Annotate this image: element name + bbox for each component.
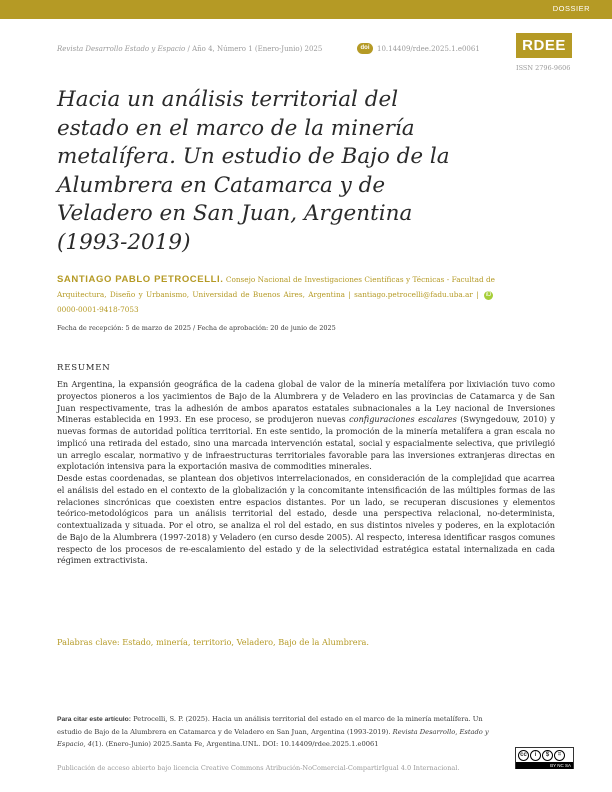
noncommercial-icon: $ — [542, 750, 553, 761]
doi-icon: doi — [357, 43, 373, 54]
abstract-body — [57, 379, 555, 567]
citation-text: Petrocelli, S. P. (2025). Hacia un análisis territorial del estado en el marco de la minería metalífera. Un estudio de Bajo de la Alumbrera en Catamarca y de Veladero en San Juan, Argentina (1993-2019). — [57, 715, 483, 737]
author-name: SANTIAGO PABLO PETROCELLI. — [57, 274, 224, 285]
orcid-icon[interactable]: iD — [485, 291, 492, 298]
journal-issue: / Año 4, Número 1 (Enero-Junio) 2025 — [185, 45, 323, 53]
citation-block — [57, 713, 495, 751]
journal-reference — [57, 45, 322, 53]
journal-name: Revista Desarrollo Estado y Espacio — [57, 45, 186, 53]
journal-logo: RDEE — [516, 33, 572, 58]
submission-dates: Fecha de recepción: 5 de marzo de 2025 / Fecha de aprobación: 20 de junio de 2025 — [57, 324, 336, 332]
section-label: DOSSIER — [552, 4, 590, 13]
abstract-paragraph — [57, 379, 555, 473]
top-bar — [0, 0, 612, 19]
citation-journal: Revista Desarrollo, Estado y Espacio, 4 — [57, 728, 489, 749]
keywords — [57, 637, 369, 647]
article-title: Hacia un análisis territorial del estado en el marco de la minería metalífera. Un estudio de Bajo de la Alumbrera en Catamarca y de Veladero en San Juan, Argentina (1993-2019) — [57, 87, 450, 255]
cc-labels: BY NC SA — [516, 762, 573, 769]
keywords-value: Estado, minería, territorio, Veladero, Bajo de la Alumbrera. — [119, 637, 369, 647]
cc-icon: cc — [518, 750, 529, 761]
doi-link[interactable]: 10.14409/rdee.2025.1.e0061 — [377, 45, 480, 53]
sharealike-icon: = — [554, 750, 565, 761]
attribution-icon: i — [530, 750, 541, 761]
orcid-id[interactable]: 0000-0001-9418-7053 — [57, 305, 139, 314]
license-notice: Publicación de acceso abierto bajo licencia Creative Commons Atribución-NoComercial-CompartirIgual 4.0 Internacional. — [57, 764, 460, 772]
author-affiliation: Consejo Nacional de Investigaciones Científicas y Técnicas - Facultad de Arquitectura, Diseño y Urbanismo, Universidad de Buenos Aires, Argentina | santiago.petrocelli@fadu.uba.ar | — [57, 275, 495, 299]
citation-text: (1). (Enero-Junio) 2025.Santa Fe, Argentina.UNL. DOI: 10.14409/rdee.2025.1.e0061 — [92, 740, 379, 749]
abstract-italic-term: configuraciones escalares — [349, 414, 457, 425]
cc-symbols — [518, 750, 566, 761]
issn: ISSN 2796-9606 — [516, 64, 571, 72]
keywords-label: Palabras clave: — [57, 637, 120, 647]
author-block — [57, 272, 495, 317]
abstract-text: (Swyngedouw, 2010) y nuevas formas de autoridad política territorial. En este sentido, la promoción de la minería metalífera a gran escala no implicó una retirada del estado, sino una marcada intervención estatal, social y espacialmente selectiva, que privilegió un arreglo escalar, normativo y de infraestructuras territoriales favorable para las inversiones extranjeras directas en explotación intensiva para la exportación masiva de commodities minerales. — [57, 414, 555, 472]
abstract-paragraph: Desde estas coordenadas, se plantean dos objetivos interrelacionados, en consideración de la complejidad que acarrea el análisis del estado en el contexto de la globalización y la concomitante intensificación de las múltiples formas de las relaciones sincrónicas que coexisten entre espacios distantes. Por un lado, se recuperan discusiones y elementos teórico-metodológicos para un análisis territorial del estado, desde una perspectiva relacional, no-determinista, contextualizada y situada. Por el otro, se analiza el rol del estado, en sus distintos niveles y poderes, en la explotación de Bajo de la Alumbrera (1997-2018) y Veladero (en curso desde 2005). Al respecto, interesa identificar rasgos comunes respecto de los procesos de re-escalamiento del estado y de la selectividad estratégica estatal internalizada en cada régimen extractivista. — [57, 473, 555, 566]
abstract-text: En Argentina, la expansión geográfica de la cadena global de valor de la minería metalífera por lixiviación tuvo como proyectos pioneros a los yacimientos de Bajo de la Alumbrera y de Veladero en las provincias de Catamarca y de San Juan respectivamente, tras la adhesión de ambos aparatos estatales subnacionales a la Ley nacional de Inversiones Mineras establecida en 1993. En ese proceso, se produjeron nuevas — [57, 379, 555, 425]
creative-commons-badge[interactable] — [515, 747, 574, 769]
abstract-heading: RESUMEN — [57, 363, 111, 373]
citation-label: Para citar este artículo: — [57, 716, 131, 723]
